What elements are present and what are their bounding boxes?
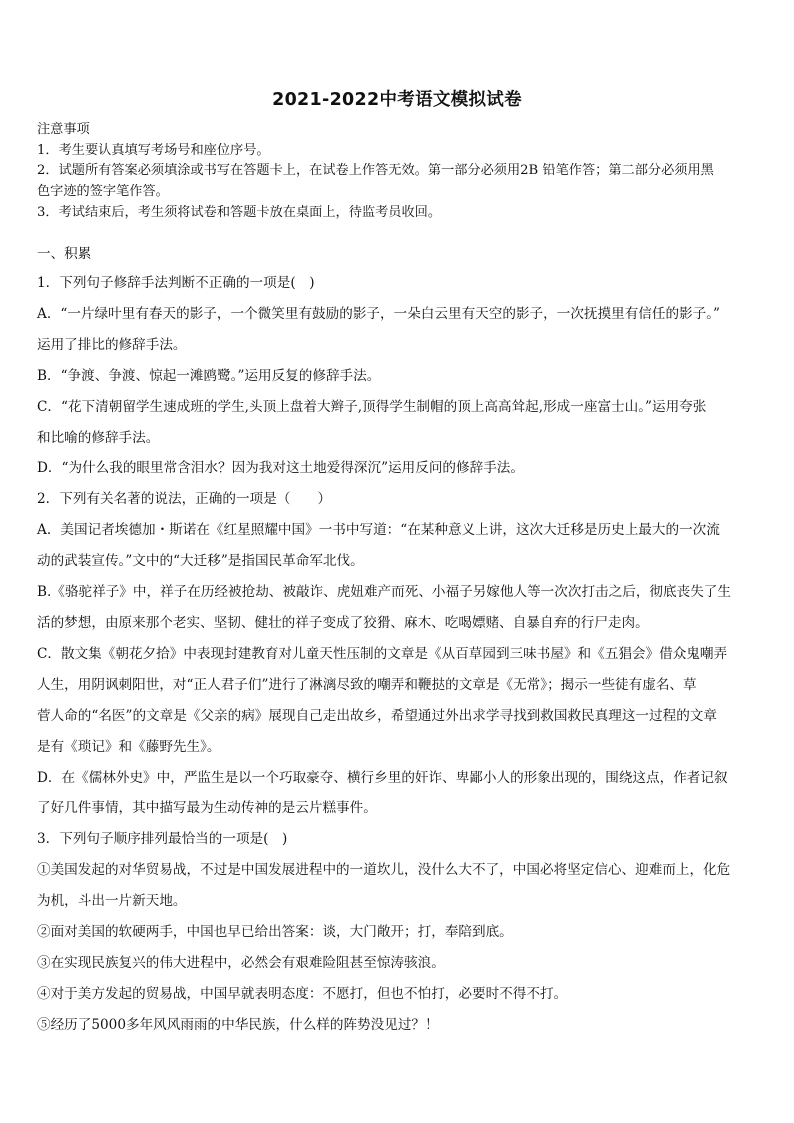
page-title: 2021-2022中考语文模拟试卷: [272, 90, 522, 110]
question-1-stem: 1．下列句子修辞手法判断不正确的一项是( ): [37, 275, 315, 291]
question-2-option-d-cont: 了好几件事情，其中描写最为生动传神的是云片糕事件。: [37, 800, 377, 817]
question-2-option-a: A．美国记者埃德加・斯诺在《红星照耀中国》一书中写道：“在某种意义上讲，这次大迁移是历史上最大的一次流: [37, 522, 720, 539]
question-2-option-c-cont: 是有《琐记》和《藤野先生》。: [37, 738, 221, 755]
notice-line: 色字迹的签字笔作答。: [37, 184, 169, 200]
question-1-option-c: C．“花下清朝留学生速成班的学生,头顶上盘着大辫子,顶得学生制帽的顶上高高耸起,形成一座富士山。”运用夸张: [37, 398, 707, 415]
question-3-sentence-3: ③在实现民族复兴的伟大进程中，必然会有艰难险阻甚至惊涛骇浪。: [37, 954, 445, 971]
question-2-option-c-cont: 人生，用阴讽刺阳世，对“正人君子们”进行了淋漓尽致的嘲弄和鞭挞的文章是《无常》；揭示一些徒有虚名、草: [37, 676, 697, 693]
notice-heading: 注意事项: [37, 122, 90, 137]
question-2-option-c: C．散文集《朝花夕拾》中表现封建教育对儿童天性压制的文章是《从百草园到三味书屋》和《五猖会》借众鬼嘲弄: [37, 645, 728, 662]
question-1-option-a-cont: 运用了排比的修辞手法。: [37, 336, 187, 353]
notice-line: 3．考试结束后，考生须将试卷和答题卡放在桌面上，待监考员收回。: [37, 204, 442, 220]
question-2-option-b: B.《骆驼祥子》中，祥子在历经被抢劫、被敲诈、虎妞难产而死、小福子另嫁他人等一次次打击之后，彻底丧失了生: [37, 584, 731, 601]
section-heading: 一、积累: [37, 246, 92, 262]
question-1-option-a: A．“一片绿叶里有春天的影子，一个微笑里有鼓励的影子，一朵白云里有天空的影子，一次抚摸里有信任的影子。”: [37, 305, 721, 322]
question-3-sentence-1-cont: 为机，斗出一片新天地。: [37, 893, 187, 910]
question-1-option-d: D．“为什么我的眼里常含泪水？因为我对这土地爱得深沉”运用反问的修辞手法。: [37, 460, 524, 477]
question-3-sentence-2: ②面对美国的软硬两手，中国也早已给出答案：谈，大门敞开；打，奉陪到底。: [37, 924, 513, 941]
question-2-stem: 2．下列有关名著的说法，正确的一项是（ ）: [37, 491, 332, 508]
question-2-option-d: D．在《儒林外史》中，严监生是以一个巧取豪夺、横行乡里的奸诈、卑鄙小人的形象出现的，围绕这点，作者记叙: [37, 769, 728, 786]
question-1-option-c-cont: 和比喻的修辞手法。: [37, 429, 160, 446]
notice-line: 1．考生要认真填写考场号和座位序号。: [37, 142, 270, 158]
question-3-stem: 3．下列句子顺序排列最恰当的一项是( ): [37, 831, 288, 848]
notice-block: [37, 120, 759, 224]
section-content: [37, 244, 759, 1041]
question-3-sentence-5: ⑤经历了5000多年风风雨雨的中华民族，什么样的阵势没见过？！: [37, 1016, 439, 1033]
question-3-sentence-1: ①美国发起的对华贸易战，不过是中国发展进程中的一道坎儿，没什么大不了，中国必将坚定信心、迎难而上，化危: [37, 862, 731, 879]
notice-line: 2．试题所有答案必须填涂或书写在答题卡上，在试卷上作答无效。第一部分必须用2B 铅笔作答；第二部分必须用黑: [37, 163, 714, 179]
question-1-option-b: B．“争渡、争渡、惊起一滩鸥鹭。”运用反复的修辞手法。: [37, 367, 381, 384]
question-2-option-b-cont: 活的梦想，由原来那个老实、坚韧、健壮的祥子变成了狡猾、麻木、吃喝嫖赌、自暴自弃的行尸走肉。: [37, 614, 649, 631]
question-3-sentence-4: ④对于美方发起的贸易战，中国早就表明态度：不愿打，但也不怕打，必要时不得不打。: [37, 985, 568, 1002]
question-2-option-a-cont: 动的武装宣传。”文中的“大迁移”是指国民革命军北伐。: [37, 553, 364, 570]
question-2-option-c-cont: 菅人命的“名医”的文章是《父亲的病》展现自己走出故乡，希望通过外出求学寻找到救国救民真理这一过程的文章: [37, 707, 717, 724]
